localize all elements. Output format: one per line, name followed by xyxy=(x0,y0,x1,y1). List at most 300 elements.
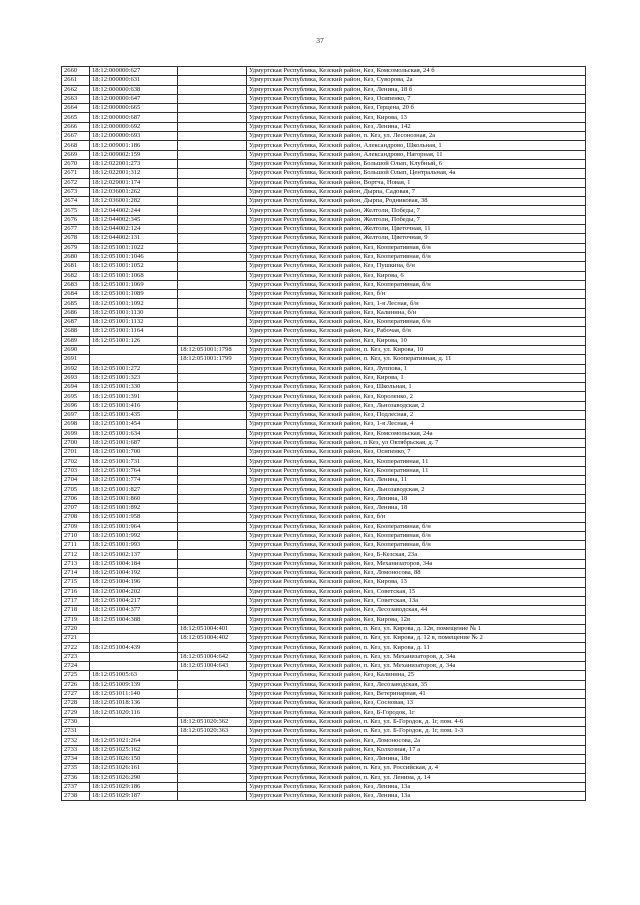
object-cadastral-number-cell xyxy=(178,67,247,76)
table-row xyxy=(62,671,586,680)
cadastral-number-cell: 18:12:000000:647 xyxy=(90,94,178,103)
object-cadastral-number-cell xyxy=(178,178,247,187)
cadastral-number-cell xyxy=(90,727,178,736)
cadastral-number-cell: 18:12:051001:435 xyxy=(90,410,178,419)
address-cell: Удмуртская Республика, Кезский район, Кез, Герцена, 20 б xyxy=(247,104,586,113)
row-number-cell: 2668 xyxy=(62,141,90,150)
address-cell: Удмуртская Республика, Кезский район, Кез, б/н xyxy=(247,513,586,522)
row-number-cell: 2735 xyxy=(62,764,90,773)
object-cadastral-number-cell xyxy=(178,197,247,206)
object-cadastral-number-cell xyxy=(178,745,247,754)
cadastral-number-cell: 18:12:044002:131 xyxy=(90,234,178,243)
table-row xyxy=(62,559,586,568)
table-row xyxy=(62,94,586,103)
address-cell: Удмуртская Республика, Кезский район, Кез, Ленина, 18е xyxy=(247,754,586,763)
address-cell: Удмуртская Республика, Кезский район, Кез, Осипенко, 7 xyxy=(247,94,586,103)
row-number-cell: 2680 xyxy=(62,252,90,261)
object-cadastral-number-cell xyxy=(178,606,247,615)
row-number-cell: 2709 xyxy=(62,522,90,531)
row-number-cell: 2677 xyxy=(62,225,90,234)
address-cell: Удмуртская Республика, Кезский район, Кез, Пушкина, б/н xyxy=(247,262,586,271)
address-cell: Удмуртская Республика, Кезский район, Кез, Лесозаводская, 44 xyxy=(247,606,586,615)
row-number-cell: 2670 xyxy=(62,159,90,168)
address-cell: Удмуртская Республика, Кезский район, п. Кез, ул. Лесонозная, 2а xyxy=(247,132,586,141)
object-cadastral-number-cell xyxy=(178,773,247,782)
table-row xyxy=(62,345,586,354)
address-cell: Удмуртская Республика, Кезский район, Кез, Механизаторов, 34а xyxy=(247,559,586,568)
cadastral-number-cell: 18:12:051018:136 xyxy=(90,699,178,708)
address-cell: Удмуртская Республика, Кезский район, Кез, Колхозная, 17 а xyxy=(247,745,586,754)
cadastral-number-cell: 18:12:051001:764 xyxy=(90,466,178,475)
object-cadastral-number-cell xyxy=(178,559,247,568)
row-number-cell: 2738 xyxy=(62,792,90,801)
table-row xyxy=(62,225,586,234)
row-number-cell: 2696 xyxy=(62,401,90,410)
table-row xyxy=(62,420,586,429)
cadastral-number-cell xyxy=(90,624,178,633)
address-cell: Удмуртская Республика, Кезский район, Кез, Кирова, 13 xyxy=(247,113,586,122)
cadastral-number-cell: 18:12:051004:217 xyxy=(90,596,178,605)
cadastral-number-cell: 18:12:009002:159 xyxy=(90,150,178,159)
address-cell: Удмуртская Республика, Кезский район, п. Кез, ул. Кирова, д. 12 в, помещение № 2 xyxy=(247,634,586,643)
address-cell: Удмуртская Республика, Кезский район, п. Кез, ул. Б-Городок, д. 1г, пом. 1-3 xyxy=(247,727,586,736)
row-number-cell: 2713 xyxy=(62,559,90,568)
cadastral-number-cell: 18:12:051004:202 xyxy=(90,587,178,596)
cadastral-number-cell: 18:12:036001:282 xyxy=(90,197,178,206)
row-number-cell: 2729 xyxy=(62,708,90,717)
address-cell: Удмуртская Республика, Кезский район, Кез, Осипенко, 7 xyxy=(247,448,586,457)
address-cell: Удмуртская Республика, Кезский район, Желтоли, Цветочная, 9 xyxy=(247,234,586,243)
address-cell: Удмуртская Республика, Кезский район, Кез, 1-я Лесная, б/н xyxy=(247,299,586,308)
row-number-cell: 2662 xyxy=(62,85,90,94)
table-row xyxy=(62,355,586,364)
row-number-cell: 2720 xyxy=(62,624,90,633)
table-row xyxy=(62,280,586,289)
address-cell: Удмуртская Республика, Кезский район, п. Кез, ул. Российская, д. 4 xyxy=(247,764,586,773)
object-cadastral-number-cell xyxy=(178,122,247,131)
object-cadastral-number-cell xyxy=(178,680,247,689)
table-row xyxy=(62,197,586,206)
object-cadastral-number-cell xyxy=(178,280,247,289)
row-number-cell: 2691 xyxy=(62,355,90,364)
object-cadastral-number-cell xyxy=(178,252,247,261)
object-cadastral-number-cell xyxy=(178,187,247,196)
table-row xyxy=(62,169,586,178)
table-row xyxy=(62,383,586,392)
address-cell: Удмуртская Республика, Кезский район, Кез, Кооперативная, б/н xyxy=(247,318,586,327)
row-number-cell: 2689 xyxy=(62,336,90,345)
table-row xyxy=(62,410,586,419)
object-cadastral-number-cell xyxy=(178,113,247,122)
cadastral-number-cell: 18:12:051001:700 xyxy=(90,448,178,457)
address-cell: Удмуртская Республика, Кезский район, Кез, Кооперативная, б/н xyxy=(247,541,586,550)
address-cell: Удмуртская Республика, Кезский район, Кез, Кооперативная, б/н xyxy=(247,522,586,531)
cadastral-number-cell: 18:12:051001:992 xyxy=(90,531,178,540)
cadastral-number-cell: 18:12:051004:388 xyxy=(90,615,178,624)
address-cell: Удмуртская Республика, Кезский район, Кез, Ломоносова, 88 xyxy=(247,569,586,578)
address-cell: Удмуртская Республика, Кезский район, Кез, Школьная, 1 xyxy=(247,383,586,392)
cadastral-number-cell xyxy=(90,355,178,364)
object-cadastral-number-cell xyxy=(178,782,247,791)
object-cadastral-number-cell xyxy=(178,699,247,708)
object-cadastral-number-cell: 18:12:051020:362 xyxy=(178,717,247,726)
cadastral-number-cell: 18:12:000000:665 xyxy=(90,104,178,113)
table-row xyxy=(62,634,586,643)
table-row xyxy=(62,429,586,438)
address-cell: Удмуртская Республика, Кезский район, Кез, Ленина, 13а xyxy=(247,792,586,801)
object-cadastral-number-cell xyxy=(178,550,247,559)
object-cadastral-number-cell xyxy=(178,420,247,429)
cadastral-number-cell xyxy=(90,345,178,354)
row-number-cell: 2673 xyxy=(62,187,90,196)
table-row xyxy=(62,643,586,652)
object-cadastral-number-cell: 18:12:051001:1799 xyxy=(178,355,247,364)
row-number-cell: 2733 xyxy=(62,745,90,754)
table-row xyxy=(62,122,586,131)
property-registry-table xyxy=(61,66,586,801)
row-number-cell: 2726 xyxy=(62,680,90,689)
address-cell: Удмуртская Республика, Кезский район, Кез, Кооперативная, б/н xyxy=(247,243,586,252)
cadastral-number-cell: 18:12:022001:273 xyxy=(90,159,178,168)
cadastral-number-cell: 18:12:051001:1164 xyxy=(90,327,178,336)
address-cell: Удмуртская Республика, Кезский район, Кез, Сосновая, 13 xyxy=(247,699,586,708)
object-cadastral-number-cell xyxy=(178,541,247,550)
object-cadastral-number-cell xyxy=(178,485,247,494)
address-cell: Удмуртская Республика, Кезский район, Кез, Советская, 13а xyxy=(247,596,586,605)
object-cadastral-number-cell xyxy=(178,308,247,317)
object-cadastral-number-cell: 18:12:051004:643 xyxy=(178,662,247,671)
row-number-cell: 2723 xyxy=(62,652,90,661)
cadastral-number-cell xyxy=(90,634,178,643)
address-cell: Удмуртская Республика, Кезский район, Желтоли, Цветочная, 11 xyxy=(247,225,586,234)
address-cell: Удмуртская Республика, Кезский район, п. Кез, ул. Кирова, д. 11 xyxy=(247,643,586,652)
table-row xyxy=(62,773,586,782)
row-number-cell: 2734 xyxy=(62,754,90,763)
object-cadastral-number-cell xyxy=(178,689,247,698)
address-cell: Удмуртская Республика, Кезский район, Кез, Кооперативная, 11 xyxy=(247,466,586,475)
address-cell: Удмуртская Республика, Кезский район, Александрово, Школьная, 1 xyxy=(247,141,586,150)
row-number-cell: 2660 xyxy=(62,67,90,76)
table-row xyxy=(62,271,586,280)
object-cadastral-number-cell xyxy=(178,392,247,401)
address-cell: Удмуртская Республика, Кезский район, Кез, Калинина, б/н xyxy=(247,308,586,317)
cadastral-number-cell: 18:12:044002:345 xyxy=(90,215,178,224)
table-row xyxy=(62,308,586,317)
table-row xyxy=(62,401,586,410)
cadastral-number-cell: 18:12:051001:126 xyxy=(90,336,178,345)
table-row xyxy=(62,466,586,475)
object-cadastral-number-cell xyxy=(178,299,247,308)
object-cadastral-number-cell xyxy=(178,736,247,745)
row-number-cell: 2665 xyxy=(62,113,90,122)
row-number-cell: 2664 xyxy=(62,104,90,113)
address-cell: Удмуртская Республика, Кезский район, Кез, Кирова, 12в xyxy=(247,615,586,624)
cadastral-number-cell: 18:12:051001:958 xyxy=(90,513,178,522)
cadastral-number-cell: 18:12:051001:634 xyxy=(90,429,178,438)
row-number-cell: 2671 xyxy=(62,169,90,178)
row-number-cell: 2730 xyxy=(62,717,90,726)
address-cell: Удмуртская Республика, Кезский район, Кез, Короленко, 2 xyxy=(247,392,586,401)
cadastral-number-cell: 18:12:051001:323 xyxy=(90,373,178,382)
table-row xyxy=(62,85,586,94)
object-cadastral-number-cell xyxy=(178,262,247,271)
table-row xyxy=(62,662,586,671)
cadastral-number-cell: 18:12:051004:439 xyxy=(90,643,178,652)
cadastral-number-cell: 18:12:051001:1068 xyxy=(90,271,178,280)
row-number-cell: 2684 xyxy=(62,290,90,299)
table-row xyxy=(62,652,586,661)
row-number-cell: 2697 xyxy=(62,410,90,419)
address-cell: Удмуртская Республика, Кезский район, п. Кез, ул. Кооперативная, д. 11 xyxy=(247,355,586,364)
cadastral-number-cell: 18:12:051001:1052 xyxy=(90,262,178,271)
object-cadastral-number-cell xyxy=(178,132,247,141)
registry-body xyxy=(62,67,586,801)
address-cell: Удмуртская Республика, Кезский район, п. Кез, ул. Кирова, 10 xyxy=(247,345,586,354)
row-number-cell: 2693 xyxy=(62,373,90,382)
address-cell: Удмуртская Республика, Кезский район, Кез, Ветеринарная, 41 xyxy=(247,689,586,698)
table-row xyxy=(62,522,586,531)
cadastral-number-cell: 18:12:051026:161 xyxy=(90,764,178,773)
cadastral-number-cell: 18:12:051001:1069 xyxy=(90,280,178,289)
address-cell: Удмуртская Республика, Кезский район, Вортча, Новая, 1 xyxy=(247,178,586,187)
address-cell: Удмуртская Республика, Кезский район, п Кез, ул Октябрьская, д. 7 xyxy=(247,438,586,447)
row-number-cell: 2692 xyxy=(62,364,90,373)
cadastral-number-cell: 18:12:051026:150 xyxy=(90,754,178,763)
address-cell: Удмуртская Республика, Кезский район, Дырпа, Садовая, 7 xyxy=(247,187,586,196)
object-cadastral-number-cell xyxy=(178,457,247,466)
address-cell: Удмуртская Республика, Кезский район, Большой Олып, Центральная, 4а xyxy=(247,169,586,178)
cadastral-number-cell: 18:12:051001:1130 xyxy=(90,308,178,317)
row-number-cell: 2688 xyxy=(62,327,90,336)
table-row xyxy=(62,708,586,717)
cadastral-number-cell: 18:12:051001:416 xyxy=(90,401,178,410)
address-cell: Удмуртская Республика, Кезский район, Большой Олып, Клубный, 6 xyxy=(247,159,586,168)
address-cell: Удмуртская Республика, Кезский район, Кез, Кооперативная, б/н xyxy=(247,252,586,261)
table-row xyxy=(62,364,586,373)
table-row xyxy=(62,503,586,512)
table-row xyxy=(62,754,586,763)
row-number-cell: 2712 xyxy=(62,550,90,559)
row-number-cell: 2698 xyxy=(62,420,90,429)
cadastral-number-cell: 18:12:051004:192 xyxy=(90,569,178,578)
row-number-cell: 2699 xyxy=(62,429,90,438)
row-number-cell: 2669 xyxy=(62,150,90,159)
row-number-cell: 2722 xyxy=(62,643,90,652)
object-cadastral-number-cell: 18:12:051001:1798 xyxy=(178,345,247,354)
table-row xyxy=(62,252,586,261)
row-number-cell: 2715 xyxy=(62,578,90,587)
object-cadastral-number-cell: 18:12:051004:642 xyxy=(178,652,247,661)
row-number-cell: 2675 xyxy=(62,206,90,215)
address-cell: Удмуртская Республика, Кезский район, Кез, Ленина, 18 б xyxy=(247,85,586,94)
cadastral-number-cell: 18:12:000000:627 xyxy=(90,67,178,76)
address-cell: Удмуртская Республика, Кезский район, п. Кез, ул. Ленина, д. 14 xyxy=(247,773,586,782)
object-cadastral-number-cell xyxy=(178,215,247,224)
address-cell: Удмуртская Республика, Кезский район, Кез, Ленина, 13а xyxy=(247,782,586,791)
table-row xyxy=(62,104,586,113)
object-cadastral-number-cell xyxy=(178,531,247,540)
object-cadastral-number-cell xyxy=(178,243,247,252)
object-cadastral-number-cell xyxy=(178,85,247,94)
row-number-cell: 2710 xyxy=(62,531,90,540)
object-cadastral-number-cell xyxy=(178,569,247,578)
table-row xyxy=(62,764,586,773)
object-cadastral-number-cell xyxy=(178,448,247,457)
address-cell: Удмуртская Республика, Кезский район, Кез, Ленина, 11 xyxy=(247,476,586,485)
cadastral-number-cell: 18:12:051001:454 xyxy=(90,420,178,429)
table-row xyxy=(62,569,586,578)
cadastral-number-cell: 18:12:051001:774 xyxy=(90,476,178,485)
address-cell: Удмуртская Республика, Кезский район, Кез, Рабочая, б/н xyxy=(247,327,586,336)
table-row xyxy=(62,745,586,754)
address-cell: Удмуртская Республика, Кезский район, Кез, Лесозаводская, 35 xyxy=(247,680,586,689)
object-cadastral-number-cell xyxy=(178,578,247,587)
table-row xyxy=(62,792,586,801)
address-cell: Удмуртская Республика, Кезский район, Кез, Ленина, 18 xyxy=(247,494,586,503)
cadastral-number-cell: 18:12:051020:116 xyxy=(90,708,178,717)
cadastral-number-cell: 18:12:051001:1089 xyxy=(90,290,178,299)
object-cadastral-number-cell xyxy=(178,271,247,280)
cadastral-number-cell: 18:12:022001:312 xyxy=(90,169,178,178)
object-cadastral-number-cell xyxy=(178,754,247,763)
table-row xyxy=(62,727,586,736)
object-cadastral-number-cell xyxy=(178,159,247,168)
object-cadastral-number-cell xyxy=(178,290,247,299)
cadastral-number-cell: 18:12:051001:964 xyxy=(90,522,178,531)
table-row xyxy=(62,541,586,550)
table-row xyxy=(62,243,586,252)
table-row xyxy=(62,578,586,587)
cadastral-number-cell: 18:12:051009:139 xyxy=(90,680,178,689)
object-cadastral-number-cell: 18:12:051020:363 xyxy=(178,727,247,736)
table-row xyxy=(62,615,586,624)
row-number-cell: 2672 xyxy=(62,178,90,187)
row-number-cell: 2718 xyxy=(62,606,90,615)
row-number-cell: 2679 xyxy=(62,243,90,252)
cadastral-number-cell: 18:12:051001:330 xyxy=(90,383,178,392)
address-cell: Удмуртская Республика, Кезский район, Кез, Кирова, 1 xyxy=(247,373,586,382)
row-number-cell: 2667 xyxy=(62,132,90,141)
address-cell: Удмуртская Республика, Кезский район, Желтоли, Победы, 7 xyxy=(247,206,586,215)
cadastral-number-cell: 18:12:000000:687 xyxy=(90,113,178,122)
row-number-cell: 2705 xyxy=(62,485,90,494)
cadastral-number-cell: 18:12:029001:174 xyxy=(90,178,178,187)
cadastral-number-cell: 18:12:036001:262 xyxy=(90,187,178,196)
address-cell: Удмуртская Республика, Кезский район, Кез, Льнозаводская, 2 xyxy=(247,401,586,410)
row-number-cell: 2737 xyxy=(62,782,90,791)
cadastral-number-cell: 18:12:051001:1046 xyxy=(90,252,178,261)
row-number-cell: 2728 xyxy=(62,699,90,708)
row-number-cell: 2687 xyxy=(62,318,90,327)
address-cell: Удмуртская Республика, Кезский район, Кез, Ленина, 18 xyxy=(247,503,586,512)
object-cadastral-number-cell xyxy=(178,383,247,392)
object-cadastral-number-cell xyxy=(178,792,247,801)
cadastral-number-cell: 18:12:051001:1132 xyxy=(90,318,178,327)
cadastral-number-cell: 18:12:051001:272 xyxy=(90,364,178,373)
row-number-cell: 2681 xyxy=(62,262,90,271)
object-cadastral-number-cell xyxy=(178,466,247,475)
cadastral-number-cell xyxy=(90,652,178,661)
cadastral-number-cell: 18:12:051011:140 xyxy=(90,689,178,698)
table-row xyxy=(62,206,586,215)
row-number-cell: 2736 xyxy=(62,773,90,782)
table-row xyxy=(62,159,586,168)
cadastral-number-cell: 18:12:051001:731 xyxy=(90,457,178,466)
object-cadastral-number-cell xyxy=(178,615,247,624)
object-cadastral-number-cell xyxy=(178,206,247,215)
table-row xyxy=(62,290,586,299)
row-number-cell: 2731 xyxy=(62,727,90,736)
cadastral-number-cell: 18:12:051004:377 xyxy=(90,606,178,615)
table-row xyxy=(62,76,586,85)
address-cell: Удмуртская Республика, Кезский район, Кез, Комсомольская, 24 б xyxy=(247,67,586,76)
table-row xyxy=(62,457,586,466)
table-row xyxy=(62,782,586,791)
cadastral-number-cell: 18:12:000000:693 xyxy=(90,132,178,141)
cadastral-number-cell: 18:12:051029:187 xyxy=(90,792,178,801)
object-cadastral-number-cell xyxy=(178,94,247,103)
table-row xyxy=(62,67,586,76)
cadastral-number-cell: 18:12:051001:1092 xyxy=(90,299,178,308)
cadastral-number-cell: 18:12:000000:638 xyxy=(90,85,178,94)
object-cadastral-number-cell xyxy=(178,671,247,680)
object-cadastral-number-cell xyxy=(178,522,247,531)
object-cadastral-number-cell xyxy=(178,234,247,243)
address-cell: Удмуртская Республика, Кезский район, Желтоли, Победы, 7 xyxy=(247,215,586,224)
cadastral-number-cell: 18:12:051004:196 xyxy=(90,578,178,587)
row-number-cell: 2721 xyxy=(62,634,90,643)
address-cell: Удмуртская Республика, Кезский район, Кез, Кооперативная, б/н xyxy=(247,531,586,540)
cadastral-number-cell: 18:12:051001:827 xyxy=(90,485,178,494)
cadastral-number-cell: 18:12:051001:892 xyxy=(90,503,178,512)
cadastral-number-cell: 18:12:000000:692 xyxy=(90,122,178,131)
address-cell: Удмуртская Республика, Кезский район, Кез, Ленина, 142 xyxy=(247,122,586,131)
table-row xyxy=(62,531,586,540)
cadastral-number-cell: 18:12:051025:162 xyxy=(90,745,178,754)
table-row xyxy=(62,392,586,401)
object-cadastral-number-cell xyxy=(178,169,247,178)
row-number-cell: 2724 xyxy=(62,662,90,671)
table-row xyxy=(62,717,586,726)
cadastral-number-cell: 18:12:009001:186 xyxy=(90,141,178,150)
table-row xyxy=(62,113,586,122)
table-row xyxy=(62,513,586,522)
address-cell: Удмуртская Республика, Кезский район, п. Кез, ул. Механизаторов, д. 34а xyxy=(247,662,586,671)
cadastral-number-cell: 18:12:051001:993 xyxy=(90,541,178,550)
address-cell: Удмуртская Республика, Кезский район, Кез, Советская, 15 xyxy=(247,587,586,596)
object-cadastral-number-cell: 18:12:051004:401 xyxy=(178,624,247,633)
object-cadastral-number-cell xyxy=(178,401,247,410)
row-number-cell: 2714 xyxy=(62,569,90,578)
address-cell: Удмуртская Республика, Кезский район, Кез, Льнозаводская, 2 xyxy=(247,485,586,494)
row-number-cell: 2702 xyxy=(62,457,90,466)
row-number-cell: 2666 xyxy=(62,122,90,131)
address-cell: Удмуртская Республика, Кезский район, Кез, Кооперативная, б/н xyxy=(247,280,586,289)
cadastral-number-cell: 18:12:051001:391 xyxy=(90,392,178,401)
row-number-cell: 2690 xyxy=(62,345,90,354)
table-row xyxy=(62,438,586,447)
address-cell: Удмуртская Республика, Кезский район, Кез, Комсомольская, 24а xyxy=(247,429,586,438)
cadastral-number-cell: 18:12:051005:63 xyxy=(90,671,178,680)
address-cell: Удмуртская Республика, Кезский район, Кез, 1-я Лесная, 4 xyxy=(247,420,586,429)
table-row xyxy=(62,550,586,559)
table-row xyxy=(62,485,586,494)
table-row xyxy=(62,215,586,224)
object-cadastral-number-cell xyxy=(178,429,247,438)
table-row xyxy=(62,624,586,633)
address-cell: Удмуртская Республика, Кезский район, Кез, б/н xyxy=(247,290,586,299)
cadastral-number-cell: 18:12:051001:687 xyxy=(90,438,178,447)
